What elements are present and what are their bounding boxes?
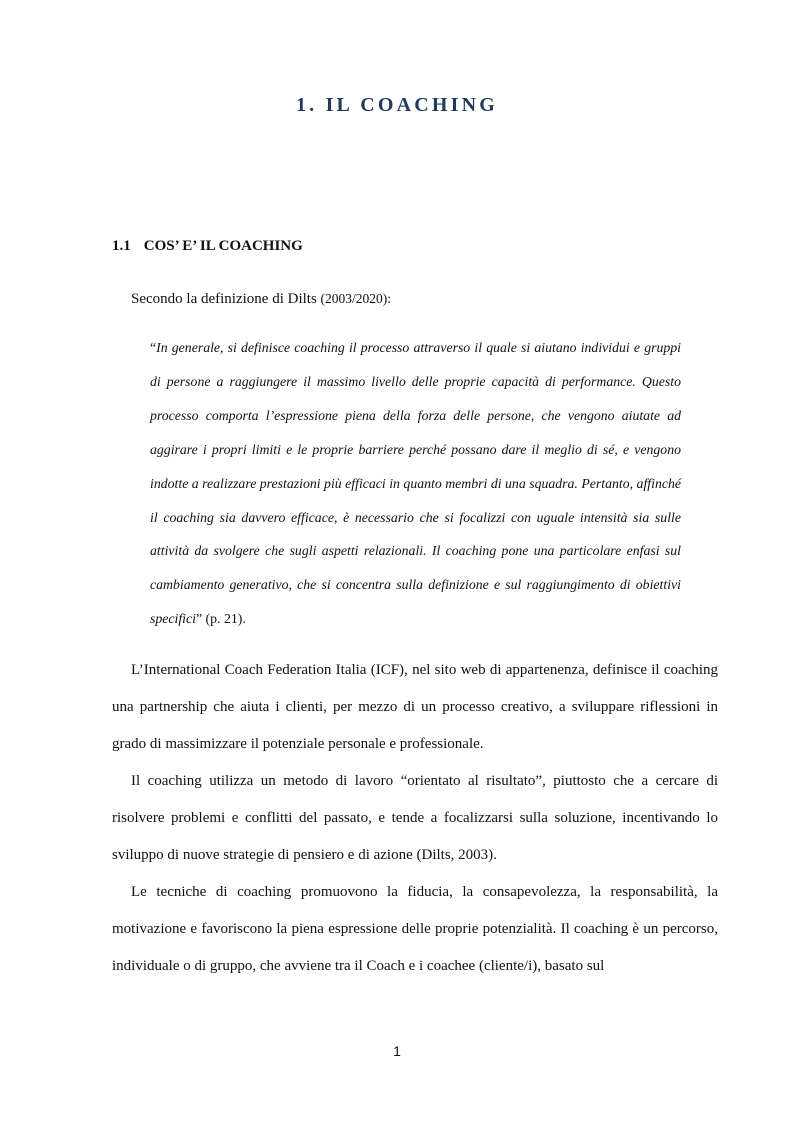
- intro-text: Secondo la definizione di Dilts: [131, 291, 321, 307]
- quote-open-mark: “: [150, 340, 157, 355]
- paragraph-techniques: Le tecniche di coaching promuovono la fiducia, la consapevolezza, la responsabilità, la motivazione e favoriscono la piena espressione delle proprie potenzialità. Il coaching è un percorso, individuale o di gruppo, che avviene tra il Coach e i coachee (cliente/i), basato sul: [112, 884, 718, 974]
- intro-reference: (2003/2020):: [320, 291, 392, 306]
- paragraph-icf: L’International Coach Federation Italia (ICF), nel sito web di appartenenza, definisce il coaching una partnership che aiuta i clienti, per mezzo di un processo creativo, a sviluppare riflessioni in grado di massimizzare il potenziale personale e professionale.: [112, 662, 718, 752]
- quote-text: In generale, si definisce coaching il processo attraverso il quale si aiutano individui e gruppi di persone a raggiungere il massimo livello delle proprie capacità di performance. Questo processo comporta l’espressione piena della forza delle persone, che vengono aiutate ad aggirare i propri limiti e le proprie barriere perché possano dare il meglio di sé, e vengono indotte a realizzare prestazioni più efficaci in quanto membri di una squadra. Pertanto, affinché il coaching sia davvero efficace, è necessario che si focalizzi con uguale intensità sia sulle attività da svolgere che sugli aspetti relazionali. Il coaching pone una particolare enfasi sul cambiamento generativo, che si concentra sulla definizione e sul raggiungimento di obiettivi specifici: [150, 340, 681, 627]
- section-heading: [112, 238, 303, 255]
- section-title: COS’ E’ IL COACHING: [143, 238, 303, 254]
- paragraph-method: Il coaching utilizza un metodo di lavoro “orientato al risultato”, piuttosto che a cercare di risolvere problemi e conflitti del passato, e tende a focalizzarsi sulla soluzione, incentivando lo sviluppo di nuove strategie di pensiero e di azione (Dilts, 2003).: [112, 773, 718, 863]
- chapter-title: 1. IL COACHING: [295, 94, 499, 116]
- block-quote: [150, 331, 681, 636]
- intro-sentence: [131, 291, 391, 308]
- quote-citation: ” (p. 21).: [195, 611, 246, 627]
- section-number: 1.1: [112, 238, 131, 254]
- body-text: [112, 652, 718, 985]
- page-number: 1: [393, 1043, 401, 1059]
